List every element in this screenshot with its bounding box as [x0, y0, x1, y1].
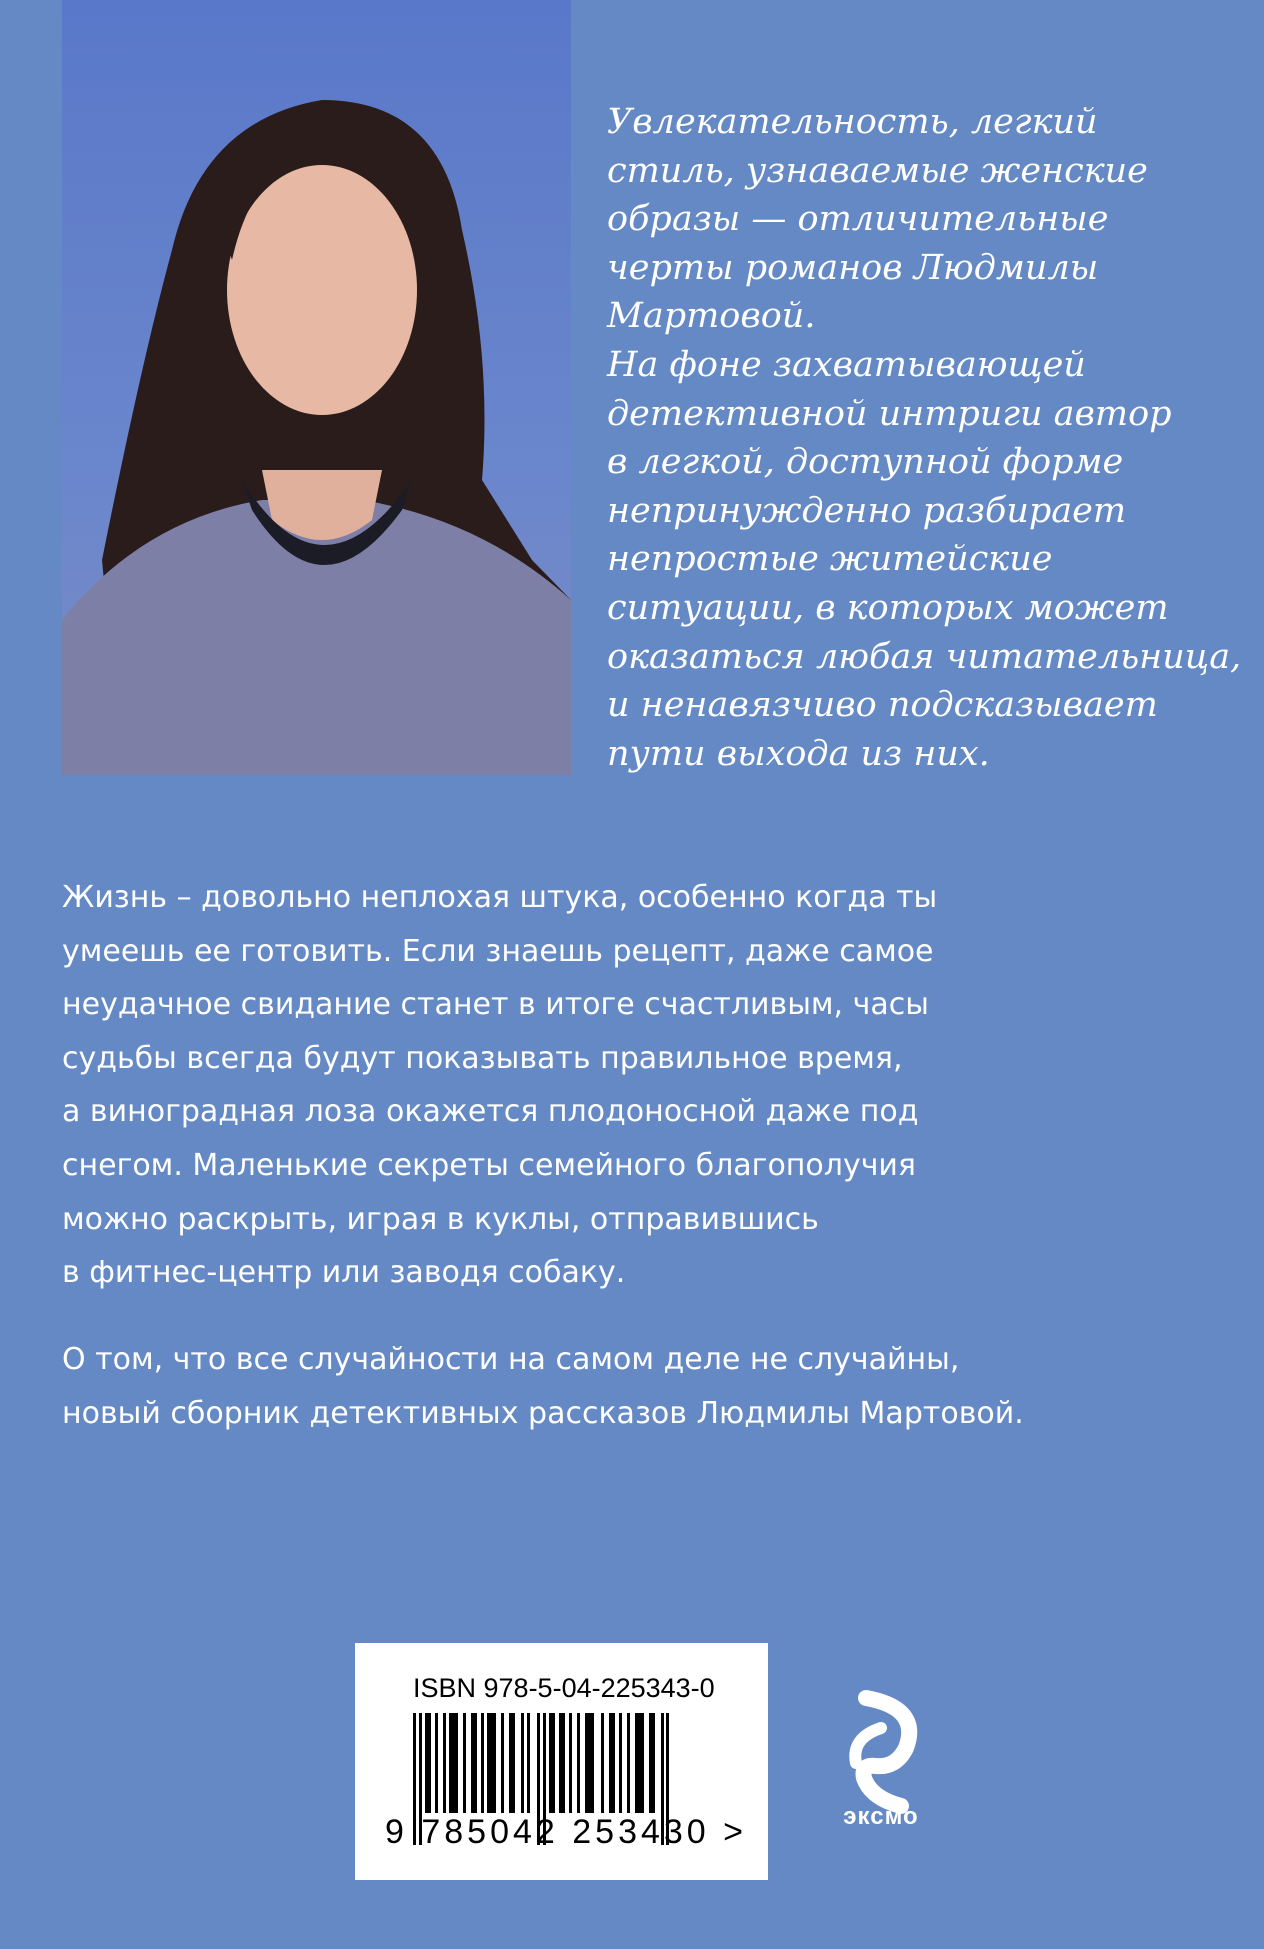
publisher-name: эксмо: [843, 1803, 919, 1830]
isbn-label: ISBN 978-5-04-225343-0: [413, 1673, 715, 1703]
ean-digits: 9 785042 253430 >: [385, 1813, 748, 1851]
author-photo: [62, 0, 571, 775]
description-paragraph: Жизнь – довольно неплохая штука, особенно когда ты умеешь ее готовить. Если знаешь рецепт, даже самое неудачное свидание станет в итоге счастливым, часы судьбы всегда будут показывать правильное время, а виноградная лоза окажется плодоносной даже под снегом. Маленькие секреты семейного благополучия можно раскрыть, играя в куклы, отправившись в фитнес-центр или заводя собаку.: [62, 880, 938, 1291]
author-blurb: Увлекательность, легкий стиль, узнаваемые женские образы — отличительные черты романов Людмилы Мартовой. На фоне захватывающей детективной интриги автор в легкой, доступной форме непринужденно разбирает непростые житейские ситуации, в которых может оказаться любая читательница, и ненавязчиво подсказывает пути выхода из них.: [607, 102, 1242, 774]
isbn-barcode: [355, 1643, 768, 1880]
description-paragraph-2: О том, что все случайности на самом деле не случайны, новый сборник детективных рассказов Людмилы Мартовой.: [62, 1342, 1024, 1431]
